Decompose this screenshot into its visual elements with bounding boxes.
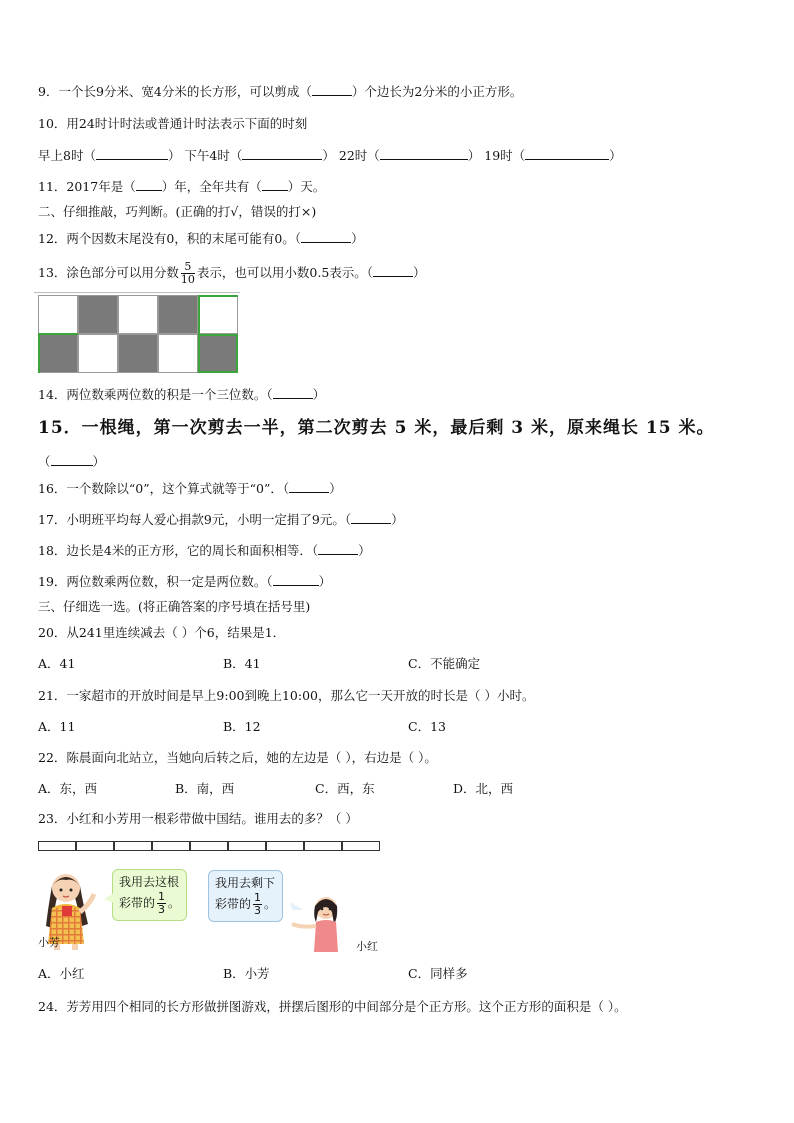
question-16: 16．一个数除以“0”，这个算式就等于“0”．（ ）	[38, 481, 342, 496]
answer-blank[interactable]	[242, 147, 322, 160]
ribbon-segment	[114, 841, 152, 851]
ribbon-segment	[228, 841, 266, 851]
ribbon-segment	[190, 841, 228, 851]
question-15-answer: （ ）	[38, 454, 106, 469]
answer-blank[interactable]	[262, 178, 288, 191]
answer-blank[interactable]	[51, 453, 93, 466]
option-b[interactable]: B．41	[223, 656, 261, 671]
answer-blank[interactable]	[351, 511, 391, 524]
fraction: $\frac{5}{10}$	[180, 260, 195, 286]
fraction: $\frac{1}{3}$	[158, 890, 166, 916]
section-2-heading: 二、仔细推敲，巧判断。(正确的打√，错误的打×)	[38, 204, 317, 219]
grid-cell	[198, 295, 238, 334]
option-d[interactable]: D．北，西	[453, 781, 514, 796]
answer-blank[interactable]	[273, 573, 319, 586]
question-21: 21．一家超市的开放时间是早上9:00到晚上10:00，那么它一天开放的时长是（ ）小时。	[38, 688, 535, 703]
grid-cell-shaded	[78, 295, 118, 334]
answer-blank[interactable]	[273, 386, 313, 399]
name-label-xiaofang: 小芳	[38, 936, 60, 949]
green-grid-line	[38, 333, 78, 335]
answer-blank[interactable]	[289, 480, 329, 493]
option-c[interactable]: C．同样多	[408, 966, 468, 981]
speech-bubble-xiaofang: 我用去这根 彩带的 $\frac{1}{3}$ 。	[112, 869, 187, 921]
question-19: 19．两位数乘两位数，积一定是两位数。（ ）	[38, 574, 332, 589]
option-a[interactable]: A．小红	[38, 966, 85, 981]
answer-blank[interactable]	[136, 178, 162, 191]
question-14: 14．两位数乘两位数的积是一个三位数。（ ）	[38, 387, 326, 402]
question-24: 24．芳芳用四个相同的长方形做拼图游戏，拼摆后图形的中间部分是个正方形。这个正方形的面积是（ ）。	[38, 999, 627, 1014]
question-11: 11．2017年是（ ）年，全年共有（ ）天。	[38, 179, 326, 194]
green-grid-line	[198, 295, 200, 335]
question-13: 13．涂色部分可以用分数 $\frac{5}{10}$ 表示，也可以用小数0.5表示。（ ）	[38, 260, 426, 286]
answer-blank[interactable]	[373, 264, 413, 277]
question-10-title: 10．用24时计时法或普通计时法表示下面的时刻	[38, 116, 308, 131]
question-12: 12．两个因数末尾没有0，积的末尾可能有0。（ ）	[38, 231, 364, 246]
option-c[interactable]: C．13	[408, 719, 446, 734]
grid-cell-shaded	[38, 334, 78, 373]
bubble-tail-icon	[104, 893, 114, 903]
question-17: 17．小明班平均每人爱心捐款9元，小明一定捐了9元。（ ）	[38, 512, 404, 527]
ribbon-segment	[38, 841, 76, 851]
fraction: $\frac{1}{3}$	[254, 891, 262, 917]
green-grid-line	[198, 295, 238, 297]
question-22: 22．陈晨面向北站立，当她向后转之后，她的左边是（ ），右边是（ ）。	[38, 750, 437, 765]
option-a[interactable]: A．11	[38, 719, 76, 734]
option-a[interactable]: A．41	[38, 656, 76, 671]
answer-blank[interactable]	[301, 230, 351, 243]
speech-bubble-xiaohong: 我用去剩下 彩带的 $\frac{1}{3}$ 。	[208, 870, 283, 922]
question-20: 20．从241里连续减去（ ）个6，结果是1．	[38, 625, 286, 640]
ribbon-segment	[266, 841, 304, 851]
name-label-xiaohong: 小红	[356, 940, 378, 953]
grid-cell-shaded-selected	[198, 334, 238, 373]
ribbon-segment	[342, 841, 380, 851]
grid-cell-shaded	[158, 295, 198, 334]
answer-blank[interactable]	[312, 83, 352, 96]
answer-blank[interactable]	[525, 147, 609, 160]
option-c[interactable]: C．西，东	[315, 781, 375, 796]
section-3-heading: 三、仔细选一选。(将正确答案的序号填在括号里)	[38, 599, 311, 614]
green-grid-line	[38, 333, 40, 373]
question-15: 15．一根绳，第一次剪去一半，第二次剪去 5 米，最后剩 3 米，原来绳长 15 米。	[38, 418, 715, 438]
grid-cell	[38, 295, 78, 334]
question-10-items: 早上8时（ ） 下午4时（ ） 22时（ ） 19时（ ）	[38, 148, 622, 163]
option-b[interactable]: B．南，西	[175, 781, 235, 796]
grid-cell	[158, 334, 198, 373]
ribbon-segment	[304, 841, 342, 851]
question-9: 9．一个长9分米、宽4分米的长方形，可以剪成（ ）个边长为2分米的小正方形。	[38, 84, 523, 99]
ribbon-segment	[152, 841, 190, 851]
grid-guide-line	[34, 292, 240, 293]
option-c[interactable]: C．不能确定	[408, 656, 481, 671]
girl-xiaohong-illustration	[288, 894, 350, 954]
ribbon-segment	[76, 841, 114, 851]
grid-cell-shaded	[118, 334, 158, 373]
answer-blank[interactable]	[96, 147, 168, 160]
option-b[interactable]: B．12	[223, 719, 261, 734]
answer-blank[interactable]	[380, 147, 468, 160]
question-23: 23．小红和小芳用一根彩带做中国结。谁用去的多？（ ）	[38, 811, 358, 826]
answer-blank[interactable]	[318, 542, 358, 555]
grid-cell	[118, 295, 158, 334]
grid-cell	[78, 334, 118, 373]
option-a[interactable]: A．东，西	[38, 781, 98, 796]
question-18: 18．边长是4米的正方形，它的周长和面积相等．（ ）	[38, 543, 371, 558]
option-b[interactable]: B．小芳	[223, 966, 270, 981]
